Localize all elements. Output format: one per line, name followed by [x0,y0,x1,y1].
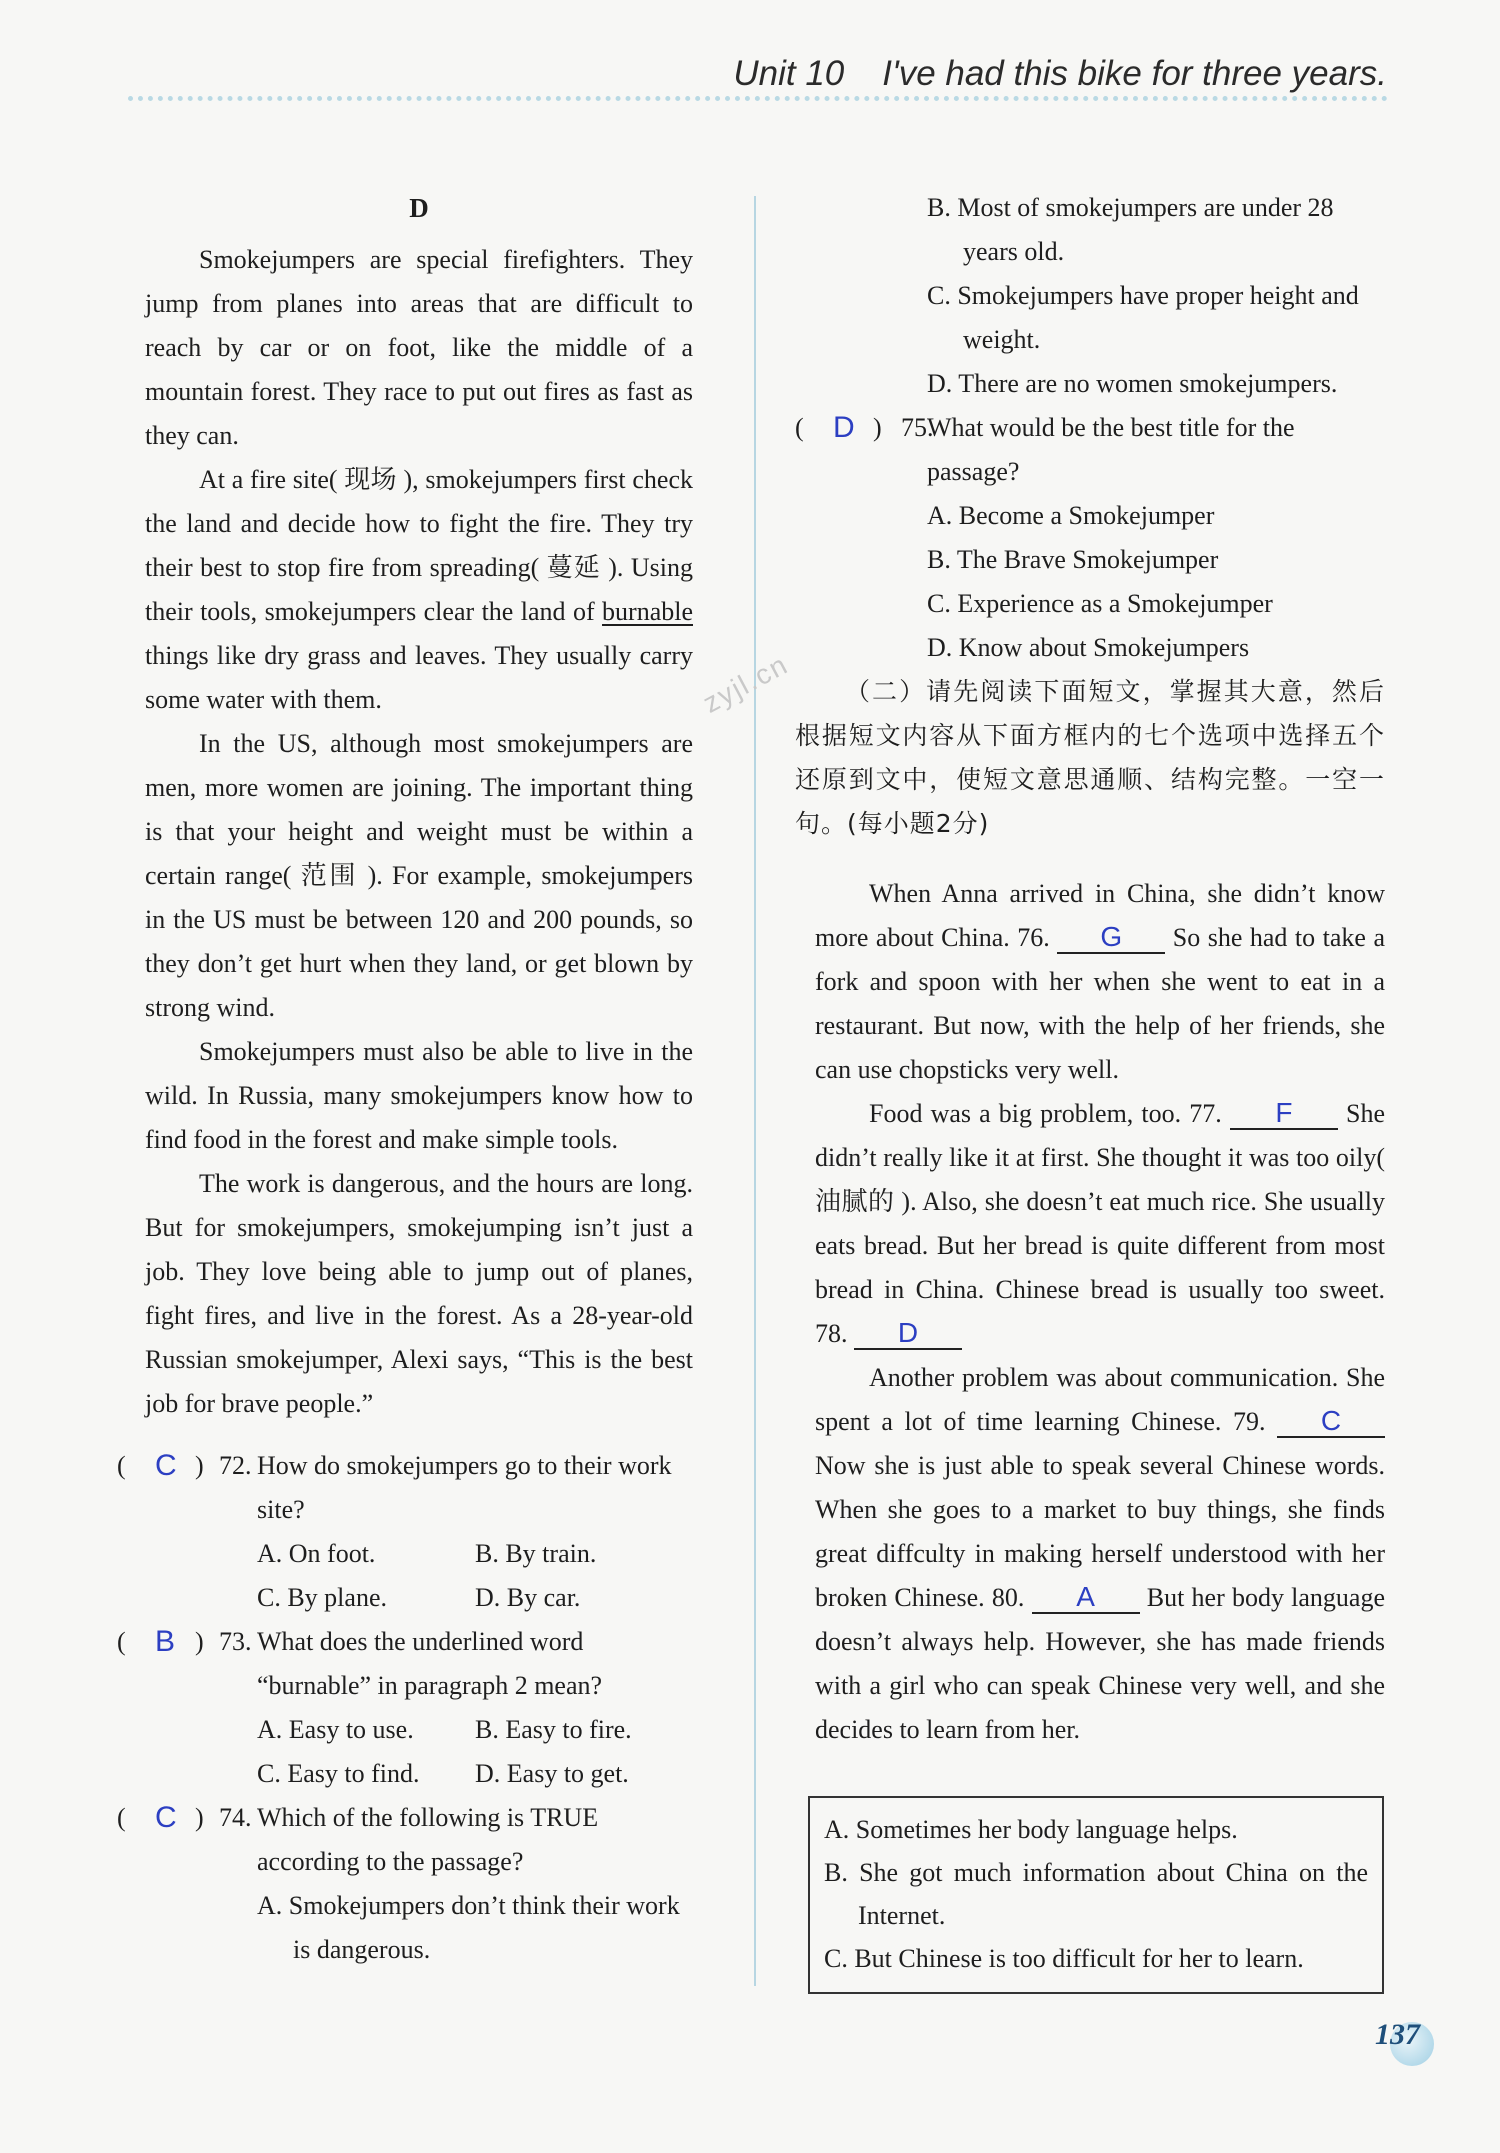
question-text: What would be the best title for the passage? [927,413,1295,486]
passage2-paragraph-3: Another problem was about communication. She spent a lot of time learning Chinese. 79. C Now she is just able to speak several Chinese words. When she goes to a market to buy things, she finds great diffculty in making herself understood with her broken Chinese. 80. A But her body language doesn’t always help. However, she has made friends with a girl who can speak Chinese very well, and she decides to learn from her. [815,1363,1385,1744]
option: B. Easy to fire. [475,1715,632,1744]
option: C. By plane. [257,1583,387,1612]
para2-part-a: At a fire site( 现场 ), smokejumpers first check the land and decide how to fight the fire. They try their best to stop fire from spreading( 蔓延 ). Using their tools, smokejumpers clear the land of [145,465,693,626]
answer-mark: C [155,1801,177,1834]
box-option-a: A. Sometimes her body language helps. [824,1815,1238,1844]
unit-label: Unit 10 [733,54,845,93]
option: B. By train. [475,1539,597,1568]
blank-78: D [854,1318,962,1350]
question-74: ( C ) 74. Which of the following is TRUE according to the passage? A. Smokejumpers don’t think their work is dangerous. [145,1796,693,1972]
option: A. Smokejumpers don’t think their work is dangerous. [257,1891,680,1964]
question-number: 74. [219,1803,252,1832]
option: C. Smokejumpers have proper height and weight. [927,281,1359,354]
option: D. By car. [475,1583,581,1612]
underlined-word: burnable [602,597,693,626]
right-column [795,186,1385,1752]
blank-80: A [1032,1582,1140,1614]
answer-mark: D [833,411,855,444]
para2-part-b: things like dry grass and leaves. They usually carry some water with them. [145,641,693,714]
question-72: ( C ) 72. How do smokejumpers go to their work site? A. On foot. B. By train. C. By plane. D. By car. [145,1444,693,1620]
page-number: 137 [1375,2018,1420,2051]
passage-two [795,872,1385,1752]
header-dotted-rule [128,96,1388,101]
option: D. Easy to get. [475,1759,629,1788]
unit-title: I've had this bike for three years. [882,54,1387,93]
passage-paragraph-3: In the US, although most smokejumpers are men, more women are joining. The important thing is that your height and weight must be within a certain range( 范围 ). For example, smokejumpers in the US must be between 120 and 200 pounds, so they don’t get hurt when they land, or get blown by strong wind. [145,729,693,1022]
question-number: 73. [219,1627,252,1656]
option: B. The Brave Smokejumper [927,545,1219,574]
answer-mark: C [155,1449,177,1482]
box-option-b: B. She got much information about China on the Internet. [824,1858,1368,1930]
blank-76: G [1057,922,1165,954]
passage-paragraph-5: The work is dangerous, and the hours are long. But for smokejumpers, smokejumping isn’t just a job. They love being able to jump out of planes, fight fires, and live in the forest. As a 28-year-old Russian smokejumper, Alexi says, “This is the best job for brave people.” [145,1169,693,1418]
option: C. Experience as a Smokejumper [927,589,1273,618]
option: A. On foot. [257,1539,376,1568]
section-two-instructions: （二）请先阅读下面短文，掌握其大意，然后根据短文内容从下面方框内的七个选项中选择五个还原到文中，使短文意思通顺、结构完整。一空一句。(每小题2分) [795,677,1385,838]
question-number: 75. [901,413,934,442]
passage-paragraph-2 [145,458,693,722]
passage-paragraph-4: Smokejumpers must also be able to live in the wild. In Russia, many smokejumpers know how to find food in the forest and make simple tools. [145,1037,693,1154]
question-number: 72. [219,1451,252,1480]
section-title: D [409,193,429,223]
left-column [117,186,693,1972]
option: D. Know about Smokejumpers [927,633,1250,662]
passage2-paragraph-1: When Anna arrived in China, she didn’t know more about China. 76. G So she had to take a fork and spoon with her when she went to eat in a restaurant. But now, with the help of her friends, she can use chopsticks very well. [815,879,1385,1084]
question-text: Which of the following is TRUE according to the passage? [257,1803,599,1876]
option: B. Most of smokejumpers are under 28 years old. [927,193,1334,266]
blank-77: F [1230,1098,1338,1130]
answer-mark: B [155,1625,176,1658]
question-text: How do smokejumpers go to their work site? [257,1451,672,1524]
passage-paragraph-1: Smokejumpers are special firefighters. They jump from planes into areas that are difficult to reach by car or on foot, like the middle of a mountain forest. They race to put out fires as fast as they can. [145,245,693,450]
option: A. Become a Smokejumper [927,501,1215,530]
column-divider [754,196,756,1986]
option: A. Easy to use. [257,1715,414,1744]
passage2-paragraph-2: Food was a big problem, too. 77. F She didn’t really like it at first. She thought it was too oily( 油腻的 ). Also, she doesn’t eat much rice. She usually eats bread. But her bread is quite different from most bread in China. Chinese bread is usually too sweet. 78. D [815,1097,1385,1348]
question-75: ( D ) 75. What would be the best title for the passage? [795,406,1385,494]
option: C. Easy to find. [257,1759,420,1788]
question-73: ( B ) 73. What does the underlined word “burnable” in paragraph 2 mean? A. Easy to use. B. Easy to fire. C. Easy to find. D. Easy to get. [145,1620,693,1796]
options-box [808,1796,1384,1994]
option: D. There are no women smokejumpers. [927,369,1338,398]
blank-79: C [1277,1406,1385,1438]
page-header [733,54,1387,94]
box-option-c: C. But Chinese is too difficult for her to learn. [824,1944,1304,1973]
watermark: zyjl.cn [697,648,794,719]
question-text: What does the underlined word “burnable” in paragraph 2 mean? [257,1627,603,1700]
